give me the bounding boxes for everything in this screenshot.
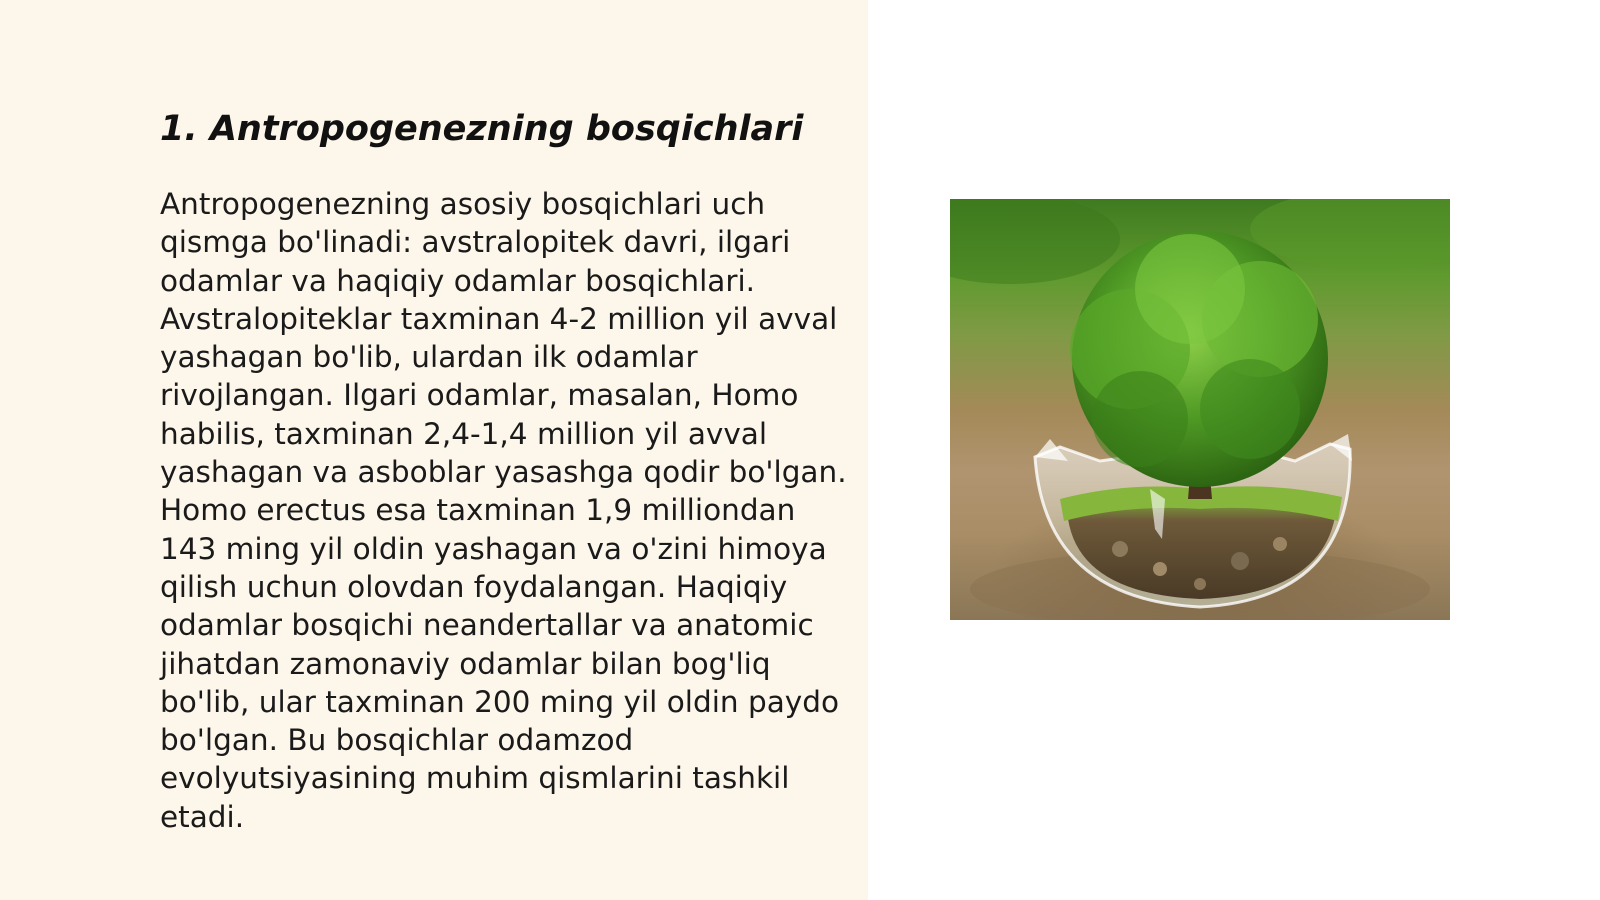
slide-body-text: Antropogenezning asosiy bosqichlari uch qismga bo'linadi: avstralopitek davri, ilgari odamlar va haqiqiy odamlar bosqichlari. Avstralopiteklar taxminan 4-2 million yil avval yashagan bo'lib, ulardan ilk odamlar rivojlangan. Ilgari odamlar, masalan, Homo habilis, taxminan 2,4-1,4 million yil avval yashagan va asboblar yasashga qodir bo'lgan. Homo erectus esa taxminan 1,9 milliondan 143 ming yil oldin yashagan va o'zini himoya qilish uchun olovdan foydalangan. Haqiqiy odamlar bosqichi neandertallar va anatomic jihatdan zamonaviy odamlar bilan bog'liq bo'lib, ular taxminan 200 ming yil oldin paydo bo'lgan. Bu bosqichlar odamzod evolyutsiyasining muhim qismlarini tashkil etadi. bbox=[160, 187, 847, 834]
slide-title: 1. Antropogenezning bosqichlari bbox=[160, 109, 804, 149]
tree-in-glass-globe-icon bbox=[950, 199, 1450, 620]
